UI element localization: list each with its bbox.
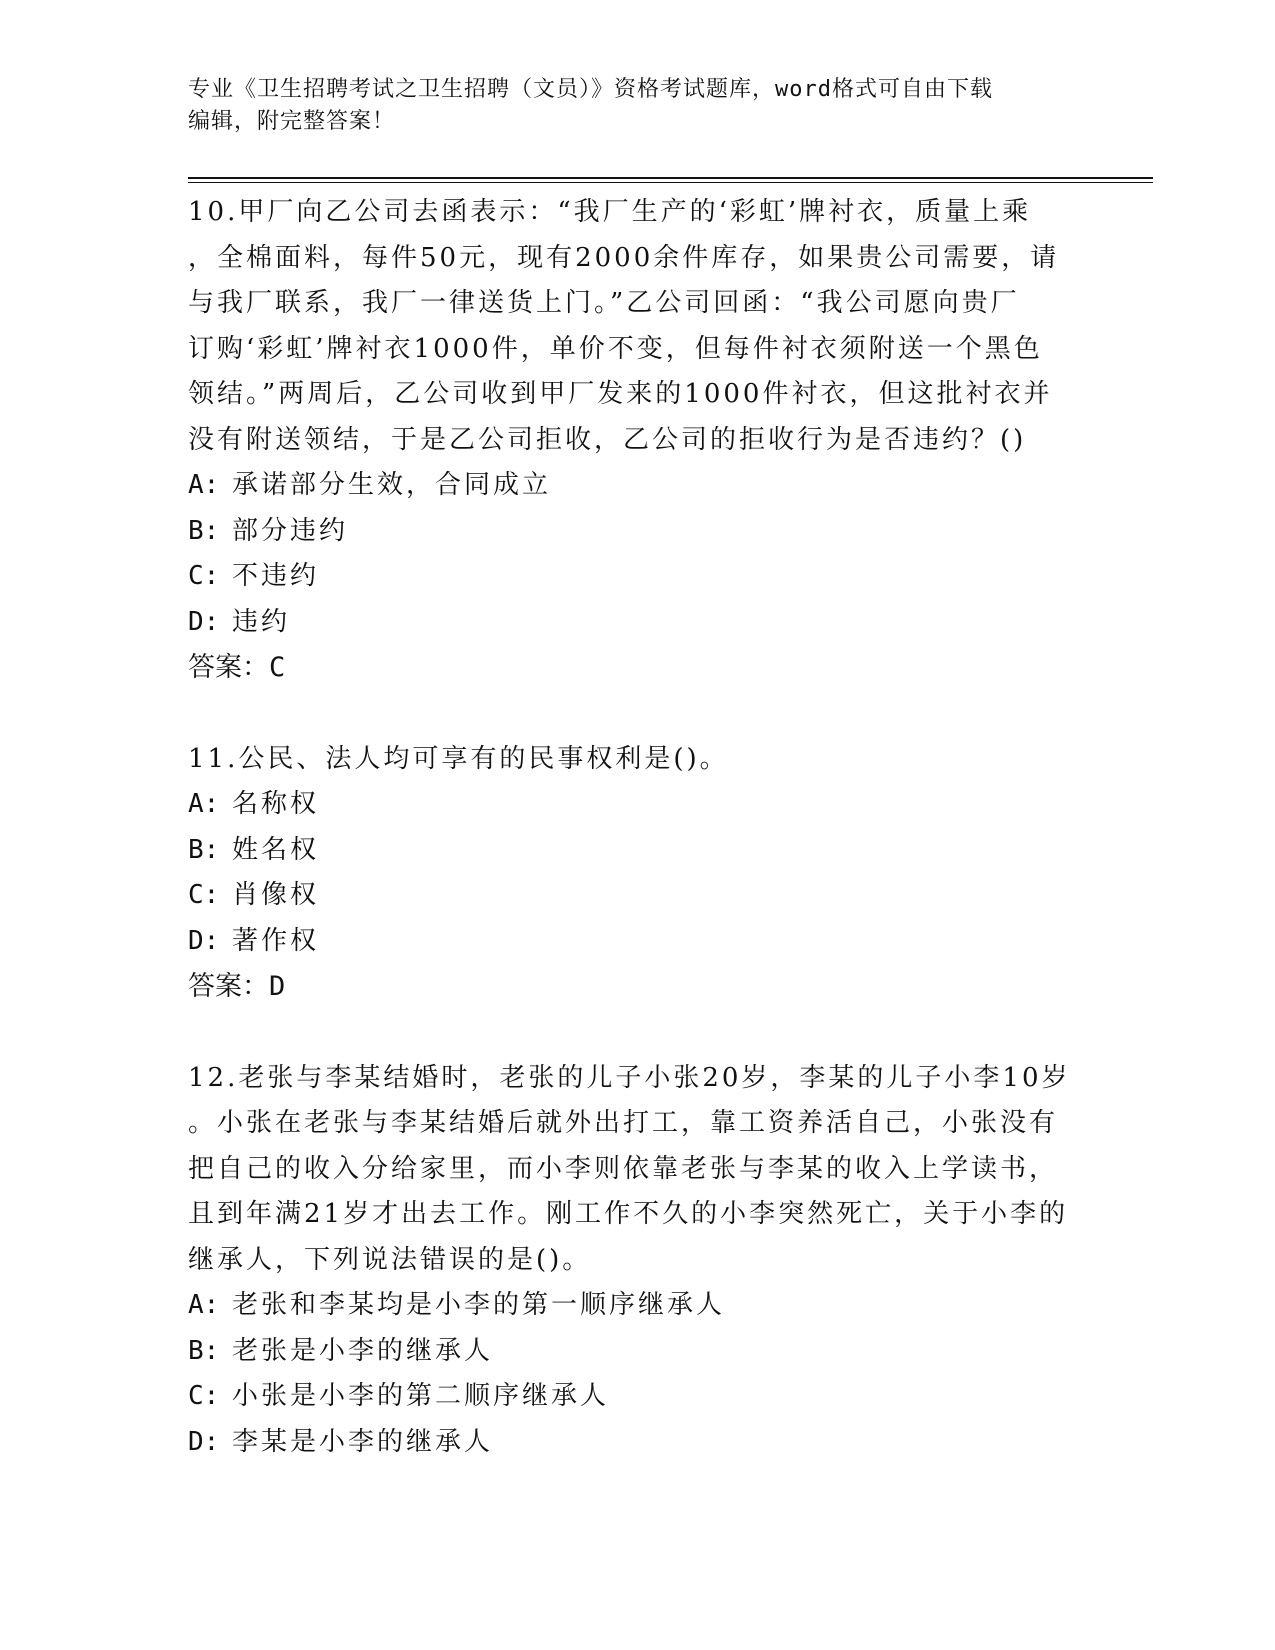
option-b [188,1329,1078,1375]
option-key: D: [188,1426,220,1457]
header-rule-thick [188,177,1153,179]
option-key: B: [188,1335,220,1366]
option-text: 违约 [232,606,291,637]
option-key: A: [188,789,220,819]
option-b [188,828,1078,874]
question-line: ，全棉面料，每件50元，现有2000余件库存，如果贵公司需要，请 [188,242,1060,273]
header-line-1: 专业《卫生招聘考试之卫生招聘（文员）》资格考试题库，word格式可自由下载 [188,77,993,102]
question-10 [188,190,1078,691]
option-key: D: [188,925,220,956]
question-spacer [188,691,1078,737]
question-line: 且到年满21岁才出去工作。刚工作不久的小李突然死亡，关于小李的 [188,1199,1069,1229]
option-d [188,600,1078,646]
answer-label: 答案： [188,971,269,1002]
option-text: 承诺部分生效，合同成立 [232,470,552,500]
option-key: A: [188,1290,220,1320]
question-line: 订购‘彩虹’牌衬衣1000件，单价不变，但每件衬衣须附送一个黑色 [188,333,1043,364]
question-text [188,737,1078,783]
header-line-2: 编辑，附完整答案！ [188,109,396,134]
option-text: 部分违约 [232,515,349,546]
answer [188,964,1078,1010]
option-key: B: [188,834,220,865]
answer-value: D [269,971,286,1002]
option-c [188,1374,1078,1420]
question-text [188,190,1078,463]
document-header [188,74,1088,138]
answer [188,645,1078,691]
question-spacer [188,1010,1078,1056]
option-a [188,782,1078,828]
option-text: 小张是小李的第二顺序继承人 [232,1381,610,1411]
option-d [188,1420,1078,1466]
option-b [188,509,1078,555]
option-d [188,919,1078,965]
option-key: C: [188,880,220,910]
question-line: 11.公民、法人均可享有的民事权利是()。 [188,743,729,774]
option-text: 老张是小李的继承人 [232,1335,494,1366]
option-key: D: [188,606,220,637]
question-line: 继承人，下列说法错误的是()。 [188,1244,592,1275]
question-list [188,190,1078,1465]
option-key: C: [188,1381,220,1411]
question-line: 12.老张与李某结婚时，老张的儿子小张20岁，李某的儿子小李10岁 [188,1062,1071,1093]
option-text: 名称权 [232,789,320,819]
option-key: B: [188,515,220,546]
question-line: 领结。”两周后，乙公司收到甲厂发来的1000件衬衣，但这批衬衣并 [188,379,1053,409]
option-text: 姓名权 [232,834,320,865]
option-text: 老张和李某均是小李的第一顺序继承人 [232,1290,726,1320]
option-key: A: [188,470,220,500]
option-c [188,554,1078,600]
question-line: 。小张在老张与李某结婚后就外出打工，靠工资养活自己，小张没有 [188,1108,1059,1138]
header-rule-thin [188,182,1153,183]
question-line: 与我厂联系，我厂一律送货上门。”乙公司回函：“我公司愿向贵厂 [188,288,1020,318]
answer-value: C [269,652,286,683]
question-11 [188,737,1078,1010]
option-c [188,873,1078,919]
option-text: 肖像权 [232,880,320,910]
question-text [188,1056,1078,1284]
option-a [188,463,1078,509]
option-key: C: [188,561,220,591]
option-text: 不违约 [232,561,320,591]
answer-label: 答案： [188,652,269,683]
option-text: 李某是小李的继承人 [232,1426,494,1457]
question-12 [188,1056,1078,1466]
question-line: 10.甲厂向乙公司去函表示：“我厂生产的‘彩虹’牌衬衣，质量上乘 [188,197,1032,227]
option-text: 著作权 [232,925,320,956]
question-line: 把自己的收入分给家里，而小李则依靠老张与李某的收入上学读书， [188,1153,1059,1184]
option-a [188,1283,1078,1329]
question-line: 没有附送领结，于是乙公司拒收，乙公司的拒收行为是否违约？() [188,424,1027,455]
